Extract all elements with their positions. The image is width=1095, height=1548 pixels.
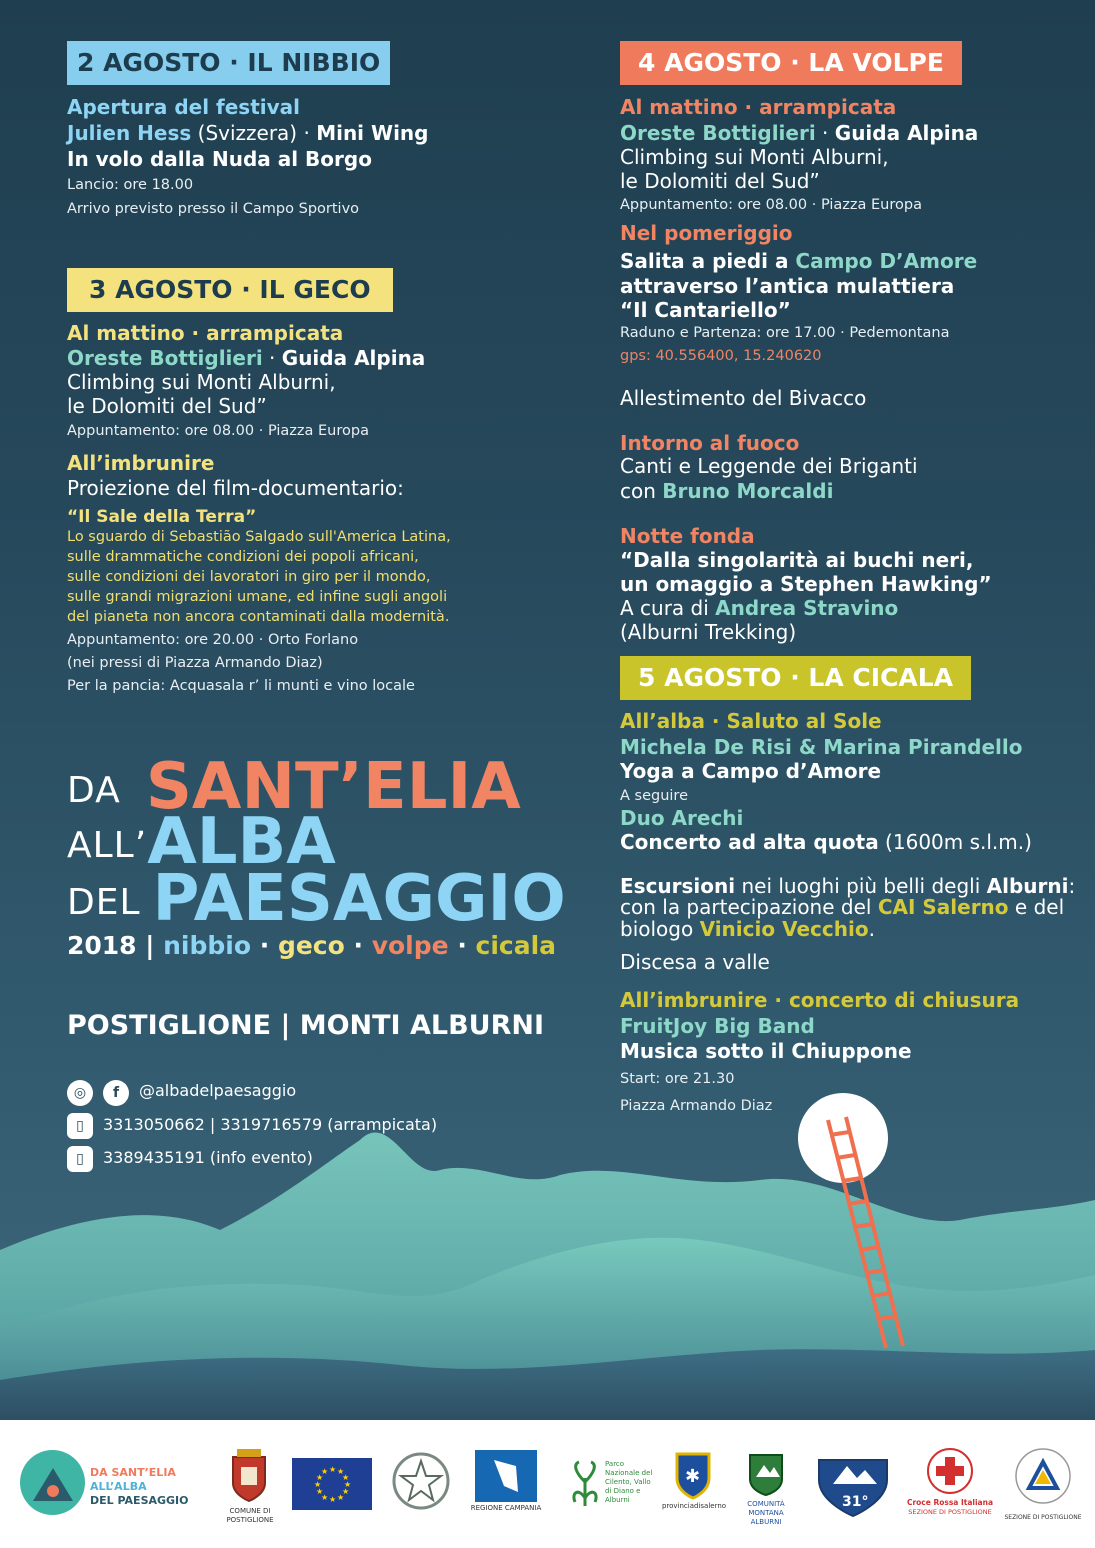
day3-talk-2: un omaggio a Stephen Hawking”: [620, 572, 992, 596]
year-tagline: 2018 | nibbio · geco · volpe · cicala: [67, 931, 557, 960]
day3-bivouac: Allestimento del Bivacco: [620, 386, 867, 410]
provincia-caption: provinciadisalerno: [661, 1502, 727, 1510]
day2-morning-heading: Al mattino · arrampicata: [67, 321, 344, 345]
day4-start: Start: ore 21.30: [620, 1071, 735, 1087]
social-handle[interactable]: @albadelpaesaggio: [139, 1081, 297, 1100]
day3-talk-org: (Alburni Trekking): [620, 620, 797, 644]
svg-text:★: ★: [329, 1495, 337, 1504]
day4-duo: Duo Arechi: [620, 806, 744, 830]
instagram-icon[interactable]: ◎: [67, 1080, 93, 1106]
day4-next: A seguire: [620, 788, 688, 804]
svg-text:✱: ✱: [685, 1466, 701, 1487]
day2-desc-5: del pianeta non ancora contaminati dalla modernità.: [67, 609, 450, 625]
day3-songs: Canti e Leggende dei Briganti: [620, 454, 918, 478]
day3-hike: Salita a piedi a Campo D’Amore: [620, 249, 978, 273]
day2-banner: 3 AGOSTO · IL GECO: [67, 268, 393, 312]
cai-number: 31°: [842, 1494, 869, 1510]
day2-desc-2: sulle drammatiche condizioni dei popoli africani,: [67, 549, 419, 565]
red-cross-caption-1: Croce Rossa Italiana: [906, 1498, 994, 1507]
regione-campania-icon: [475, 1450, 537, 1502]
day3-meeting: Raduno e Partenza: ore 17.00 · Pedemontana: [620, 325, 950, 341]
phone-climbing[interactable]: 3313050662 | 3319716579 (arrampicata): [103, 1115, 438, 1134]
footer-logo-text-2: ALL’ALBA: [90, 1480, 147, 1493]
day3-night-heading: Notte fonda: [620, 524, 755, 548]
comunita-montana-icon: [745, 1446, 787, 1498]
moon-icon: [798, 1093, 888, 1183]
svg-text:★: ★: [342, 1487, 350, 1496]
day2-projection: Proiezione del film-documentario:: [67, 476, 404, 500]
protezione-civile-icon: [1012, 1446, 1074, 1506]
day2-film-title: “Il Sale della Terra”: [67, 507, 257, 527]
provincia-salerno-icon: [668, 1448, 718, 1500]
day2-appointment: Appuntamento: ore 08.00 · Piazza Europa: [67, 423, 369, 439]
parco-caption: Parco Nazionale del Cilento, Vallo di Diano e Alburni: [605, 1460, 653, 1504]
day2-food: Per la pancia: Acquasala r’ li munti e vino locale: [67, 678, 415, 694]
postiglione-caption: COMUNE DI POSTIGLIONE: [226, 1507, 274, 1524]
day4-teachers: Michela De Risi & Marina Pirandello: [620, 735, 1023, 759]
regione-campania-caption: REGIONE CAMPANIA: [470, 1504, 542, 1512]
day3-climbing-1: Climbing sui Monti Alburni,: [620, 145, 889, 169]
day4-concert: Concerto ad alta quota (1600m s.l.m.): [620, 830, 1032, 854]
day3-hike-2: attraverso l’antica mulattiera: [620, 274, 955, 298]
svg-text:★: ★: [329, 1465, 337, 1474]
svg-text:★: ★: [342, 1473, 350, 1482]
day4-evening-heading: All’imbrunire · concerto di chiusura: [620, 988, 1020, 1012]
title-line-2: ALL’ALBA: [67, 805, 336, 879]
day2-desc-4: sulle grandi migrazioni umane, ed infine sugli angoli: [67, 589, 448, 605]
italian-republic-emblem-icon: [390, 1450, 452, 1512]
eu-flag-icon: [292, 1458, 372, 1510]
day2-location-note: (nei pressi di Piazza Armando Diaz): [67, 655, 323, 671]
day1-banner: 2 AGOSTO · IL NIBBIO: [67, 41, 390, 85]
footer-logo-text-3: DEL PAESAGGIO: [90, 1494, 189, 1507]
day1-time: Lancio: ore 18.00: [67, 177, 194, 193]
day1-heading: Apertura del festival: [67, 95, 301, 119]
footer-logo-text-1: DA SANT’ELIA: [90, 1466, 176, 1479]
day3-climbing-2: le Dolomiti del Sud”: [620, 169, 820, 193]
day2-climbing-1: Climbing sui Monti Alburni,: [67, 370, 336, 394]
day2-desc-1: Lo sguardo di Sebastião Salgado sull'America Latina,: [67, 529, 451, 545]
day3-talk-host: A cura di Andrea Stravino: [620, 596, 899, 620]
day4-band: FruitJoy Big Band: [620, 1014, 815, 1038]
day4-dawn-heading: All’alba · Saluto al Sole: [620, 709, 882, 733]
red-cross-caption-2: SEZIONE DI POSTIGLIONE: [908, 1508, 992, 1516]
day3-songs-host: con Bruno Morcaldi: [620, 479, 834, 503]
festival-logo-icon: [20, 1450, 85, 1515]
location-title: POSTIGLIONE | MONTI ALBURNI: [67, 1010, 545, 1041]
day2-appointment-evening: Appuntamento: ore 20.00 · Orto Forlano: [67, 632, 359, 648]
mountain-landscape: [0, 1080, 1095, 1420]
postiglione-crest-icon: [228, 1445, 270, 1505]
day1-event: In volo dalla Nuda al Borgo: [67, 147, 372, 171]
day3-guide: Oreste Bottiglieri · Guida Alpina: [620, 121, 979, 145]
day2-climbing-2: le Dolomiti del Sud”: [67, 394, 267, 418]
day4-banner: 5 AGOSTO · LA CICALA: [620, 656, 971, 700]
day4-hikes-1: Escursioni nei luoghi più belli degli Alburni:: [620, 874, 1076, 898]
day3-banner: 4 AGOSTO · LA VOLPE: [620, 41, 962, 85]
svg-text:★: ★: [316, 1473, 324, 1482]
facebook-icon[interactable]: f: [103, 1080, 129, 1106]
day3-fire-heading: Intorno al fuoco: [620, 431, 800, 455]
svg-text:★: ★: [337, 1493, 345, 1502]
day3-afternoon-heading: Nel pomeriggio: [620, 221, 793, 245]
protezione-caption: SEZIONE DI POSTIGLIONE: [1004, 1514, 1082, 1521]
day2-desc-3: sulle condizioni dei lavoratori in giro per il mondo,: [67, 569, 431, 585]
day3-gps: gps: 40.556400, 15.240620: [620, 348, 822, 364]
day4-place: Piazza Armando Diaz: [620, 1098, 773, 1114]
day3-talk-1: “Dalla singolarità ai buchi neri,: [620, 548, 974, 572]
svg-text:★: ★: [316, 1487, 324, 1496]
red-cross-icon: [918, 1446, 982, 1496]
phone-info[interactable]: 3389435191 (info evento): [103, 1148, 313, 1167]
day4-hikes-3: biologo Vinicio Vecchio.: [620, 917, 875, 941]
title-line-3: DEL PAESAGGIO: [67, 862, 566, 936]
parco-nazionale-icon: [560, 1455, 660, 1510]
phone-icon: ▯: [67, 1113, 93, 1139]
phone-icon: ▯: [67, 1146, 93, 1172]
svg-text:★: ★: [344, 1480, 352, 1489]
day4-music: Musica sotto il Chiuppone: [620, 1039, 912, 1063]
comunita-caption: COMUNITÀ MONTANA ALBURNI: [747, 1500, 785, 1526]
day1-arrival: Arrivo previsto presso il Campo Sportivo: [67, 201, 360, 217]
day4-descent: Discesa a valle: [620, 950, 770, 974]
svg-text:★: ★: [337, 1467, 345, 1476]
svg-text:★: ★: [321, 1467, 329, 1476]
svg-text:★: ★: [314, 1480, 322, 1489]
day4-yoga: Yoga a Campo d’Amore: [620, 759, 882, 783]
svg-text:★: ★: [321, 1493, 329, 1502]
day3-appointment: Appuntamento: ore 08.00 · Piazza Europa: [620, 197, 922, 213]
day4-hikes-2: con la partecipazione del CAI Salerno e del: [620, 895, 1065, 919]
day3-morning-heading: Al mattino · arrampicata: [620, 95, 897, 119]
title-line-1: DA SANT’ELIA: [67, 750, 521, 824]
day1-guest: Julien Hess (Svizzera) · Mini Wing: [67, 121, 429, 145]
day2-guide: Oreste Bottiglieri · Guida Alpina: [67, 346, 426, 370]
day2-evening-heading: All’imbrunire: [67, 451, 215, 475]
day3-hike-3: “Il Cantariello”: [620, 298, 791, 322]
